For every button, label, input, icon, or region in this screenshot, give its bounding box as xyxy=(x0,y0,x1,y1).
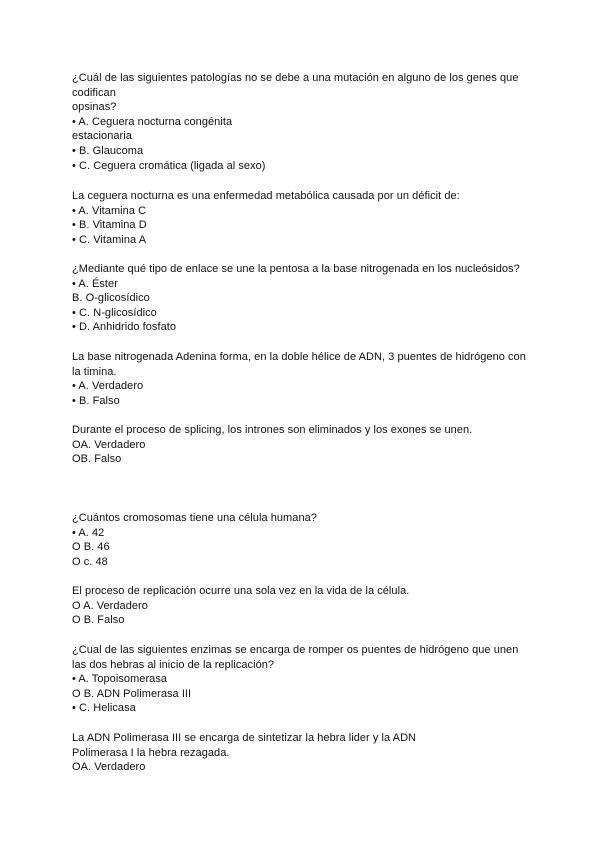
answer-option: B. O-glicosídico xyxy=(72,292,150,305)
answer-option: • C. N-glicosídico xyxy=(72,306,157,319)
question-text: la timina. xyxy=(72,365,117,378)
answer-option: • A. Topoisomerasa xyxy=(72,673,168,686)
answer-option: O A. Verdadero xyxy=(72,599,148,612)
question-block-9 xyxy=(72,731,532,775)
answer-option: • C. Helicasa xyxy=(72,702,136,715)
question-text: La ceguera nocturna es una enfermedad metabólica causada por un déficit de: xyxy=(72,190,460,202)
answer-option: O B. Falso xyxy=(72,614,125,627)
answer-option: • A. Éster xyxy=(72,277,118,290)
answer-option: • A. Ceguera nocturna congénita xyxy=(72,115,233,128)
question-text: ¿Mediante qué tipo de enlace se une la pentosa a la base nitrogenada en los nucleósidos? xyxy=(72,263,520,275)
answer-option: • B. Glaucoma xyxy=(72,144,144,157)
answer-option: • B. Vitamina D xyxy=(72,219,147,232)
question-text: codifican xyxy=(72,86,116,99)
answer-option: • C. Ceguera cromática (ligada al sexo) xyxy=(72,159,266,172)
question-text: La base nitrogenada Adenina forma, en la doble hélice de ADN, 3 puentes de hidrógeno con xyxy=(72,351,526,363)
answer-option: • B. Falso xyxy=(72,394,120,407)
question-text: ¿Cuál de las siguientes patologías no se debe a una mutación en alguno de los genes que xyxy=(72,72,519,84)
answer-option: estacionaria xyxy=(72,130,132,143)
question-block-3 xyxy=(72,262,532,335)
answer-option: OB. Falso xyxy=(72,453,122,466)
answer-option: • A. Verdadero xyxy=(72,380,144,393)
answer-option: O B. ADN Polimerasa III xyxy=(72,687,192,700)
question-block-2 xyxy=(72,189,532,247)
question-text: Durante el proceso de splicing, los intrones son eliminados y los exones se unen. xyxy=(72,424,473,436)
question-block-7 xyxy=(72,584,532,628)
question-text: ¿Cuántos cromosomas tiene una célula humana? xyxy=(72,512,317,524)
answer-option: OA. Verdadero xyxy=(72,438,146,451)
answer-option: O c. 48 xyxy=(72,555,108,568)
answer-option: OA. Verdadero xyxy=(72,761,146,774)
question-text: opsinas? xyxy=(72,101,117,114)
answer-option: • A. Vitamina C xyxy=(72,204,147,217)
question-block-4 xyxy=(72,350,532,408)
answer-option: • C. Vitamina A xyxy=(72,233,147,246)
question-block-6 xyxy=(72,511,532,569)
question-text: Polimerasa I la hebra rezagada. xyxy=(72,746,230,759)
question-text: La ADN Polimerasa III se encarga de sintetizar la hebra lider y la ADN xyxy=(72,732,417,744)
question-block-1 xyxy=(72,71,532,173)
question-text: las dos hebras al inicio de la replicación? xyxy=(72,658,275,671)
question-text: ¿Cual de las siguientes enzimas se encarga de romper os puentes de hidrógeno que unen xyxy=(72,644,519,656)
question-block-8 xyxy=(72,643,532,716)
question-block-5 xyxy=(72,423,532,467)
answer-option: O B. 46 xyxy=(72,541,110,554)
answer-option: • D. Anhidrido fosfato xyxy=(72,321,177,334)
question-text: El proceso de replicación ocurre una sola vez en la vida de la célula. xyxy=(72,585,410,597)
answer-option: • A. 42 xyxy=(72,526,105,539)
